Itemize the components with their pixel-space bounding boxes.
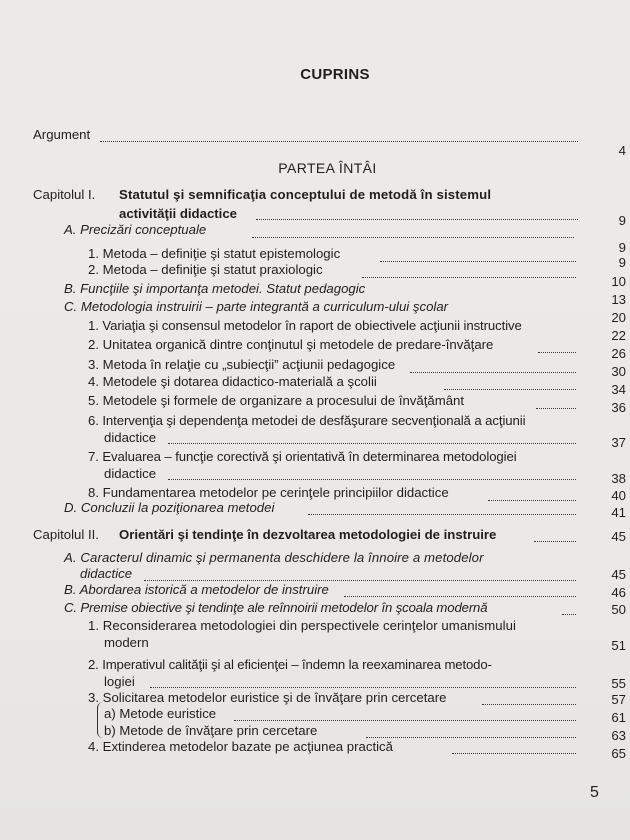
- dot-leader: [452, 753, 576, 754]
- toc-subsection: 6. Intervenţia şi dependenţa metodei de desfăşurare secvenţională a acţiunii: [88, 413, 526, 428]
- toc-subsection: 1. Reconsiderarea metodologiei din perspectivele cerinţelor umanismului: [88, 618, 516, 633]
- dot-leader: [234, 720, 576, 721]
- dot-leader: [150, 687, 576, 688]
- page-number: 5: [590, 784, 599, 801]
- toc-subsection-cont: didactice: [104, 430, 157, 445]
- page-ref: 9: [618, 255, 626, 270]
- page-ref: 13: [611, 292, 626, 307]
- dot-leader: [488, 500, 576, 501]
- dot-leader: [380, 261, 576, 262]
- dot-leader: [536, 408, 576, 409]
- page-ref: 37: [611, 435, 626, 450]
- toc-subsection: 2. Unitatea organică dintre conţinutul şi metodele de predare-învăţare: [88, 337, 494, 352]
- toc-subsection: 1. Variaţia şi consensul metodelor în raport de obiectivele acţiunii instructive: [88, 318, 522, 333]
- part-heading: PARTEA ÎNTÂI: [278, 160, 377, 176]
- dot-leader: [168, 479, 576, 480]
- page-ref: 50: [611, 602, 626, 617]
- toc-subsection: 3. Metoda în relaţie cu „subiecţii” acţiunii pedagogice: [88, 357, 396, 372]
- toc-subsection: 8. Fundamentarea metodelor pe cerinţele principiilor didactice: [88, 485, 449, 500]
- dot-leader: [144, 580, 576, 581]
- dot-leader: [444, 389, 576, 390]
- page-ref: 36: [611, 400, 626, 415]
- toc-subsection: 4. Extinderea metodelor bazate pe acţiunea practică: [88, 739, 393, 754]
- page-ref: 45: [611, 529, 626, 544]
- page-ref: 55: [611, 676, 626, 691]
- page-ref: 9: [618, 240, 626, 255]
- toc-title: CUPRINS: [300, 66, 370, 83]
- dot-leader: [100, 141, 578, 142]
- page-ref: 46: [611, 585, 626, 600]
- page-ref: 20: [611, 310, 626, 325]
- dot-leader: [252, 237, 574, 238]
- dot-leader: [482, 704, 576, 705]
- chapter-title: Orientări şi tendinţe în dezvoltarea metodologiei de instruire: [119, 527, 497, 542]
- page-ref: 9: [618, 213, 626, 228]
- dot-leader: [410, 372, 576, 373]
- page-ref: 41: [611, 505, 626, 520]
- page-ref: 10: [611, 274, 626, 289]
- dot-leader: [362, 277, 576, 278]
- page-ref: 4: [618, 143, 626, 158]
- page-ref: 57: [611, 692, 626, 707]
- toc-subsection: 2. Metoda – definiţie şi statut praxiologic: [88, 262, 323, 277]
- toc-subsection: 5. Metodele şi formele de organizare a procesului de învăţământ: [88, 393, 465, 408]
- page-ref: 51: [611, 638, 626, 653]
- page-ref: 38: [611, 471, 626, 486]
- toc-section: B. Funcţiile şi importanţa metodei. Statut pedagogic: [64, 281, 366, 296]
- chapter-prefix: Capitolul II.: [33, 527, 99, 542]
- chapter-prefix: Capitolul I.: [33, 187, 96, 202]
- page-ref: 22: [611, 328, 626, 343]
- dot-leader: [344, 596, 576, 597]
- toc-subsection: 7. Evaluarea – funcţie corectivă şi orientativă în determinarea metodologiei: [88, 449, 517, 464]
- page-ref: 30: [611, 364, 626, 379]
- toc-section: D. Concluzii la poziţionarea metodei: [64, 500, 275, 515]
- dot-leader: [256, 219, 578, 220]
- dot-leader: [538, 352, 576, 353]
- toc-subsection: 1. Metoda – definiţie şi statut epistemologic: [88, 246, 341, 261]
- toc-section: B. Abordarea istorică a metodelor de instruire: [64, 582, 329, 597]
- page-ref: 45: [611, 567, 626, 582]
- dot-leader: [534, 541, 576, 542]
- toc-subitem: a) Metode euristice: [104, 706, 217, 721]
- toc-subsection-cont: modern: [104, 635, 149, 650]
- toc-subitem: b) Metode de învăţare prin cercetare: [104, 723, 318, 738]
- toc-subsection-cont: didactice: [104, 466, 157, 481]
- page-ref: 65: [611, 746, 626, 761]
- toc-section-cont: didactice: [80, 566, 133, 581]
- toc-section: A. Caracterul dinamic şi permanenta deschidere la înnoire a metodelor: [64, 550, 484, 565]
- dot-leader: [308, 514, 576, 515]
- toc-section: A. Precizări conceptuale: [64, 222, 207, 237]
- toc-subsection: 2. Imperativul calităţii şi al eficienţei – îndemn la reexaminarea metodo-: [88, 657, 492, 672]
- toc-section: C. Metodologia instruirii – parte integrantă a curriculum-ului şcolar: [64, 299, 449, 314]
- page-ref: 34: [611, 382, 626, 397]
- toc-subsection-cont: logiei: [104, 674, 135, 689]
- chapter-title: Statutul şi semnificaţia conceptului de metodă în sistemul: [119, 187, 492, 202]
- toc-subsection: 4. Metodele şi dotarea didactico-materială a şcolii: [88, 374, 377, 389]
- chapter-title: activităţii didactice: [119, 206, 237, 221]
- toc-entry-argument: Argument: [33, 127, 91, 142]
- page-ref: 40: [611, 488, 626, 503]
- toc-subsection: 3. Solicitarea metodelor euristice şi de învăţare prin cercetare: [88, 690, 447, 705]
- page-ref: 63: [611, 728, 626, 743]
- toc-section: C. Premise obiective şi tendinţe ale reînnoirii metodelor în şcoala modernă: [64, 600, 488, 615]
- dot-leader: [168, 443, 576, 444]
- page-ref: 26: [611, 346, 626, 361]
- dot-leader: [562, 614, 576, 615]
- dot-leader: [366, 737, 576, 738]
- page-ref: 61: [611, 710, 626, 725]
